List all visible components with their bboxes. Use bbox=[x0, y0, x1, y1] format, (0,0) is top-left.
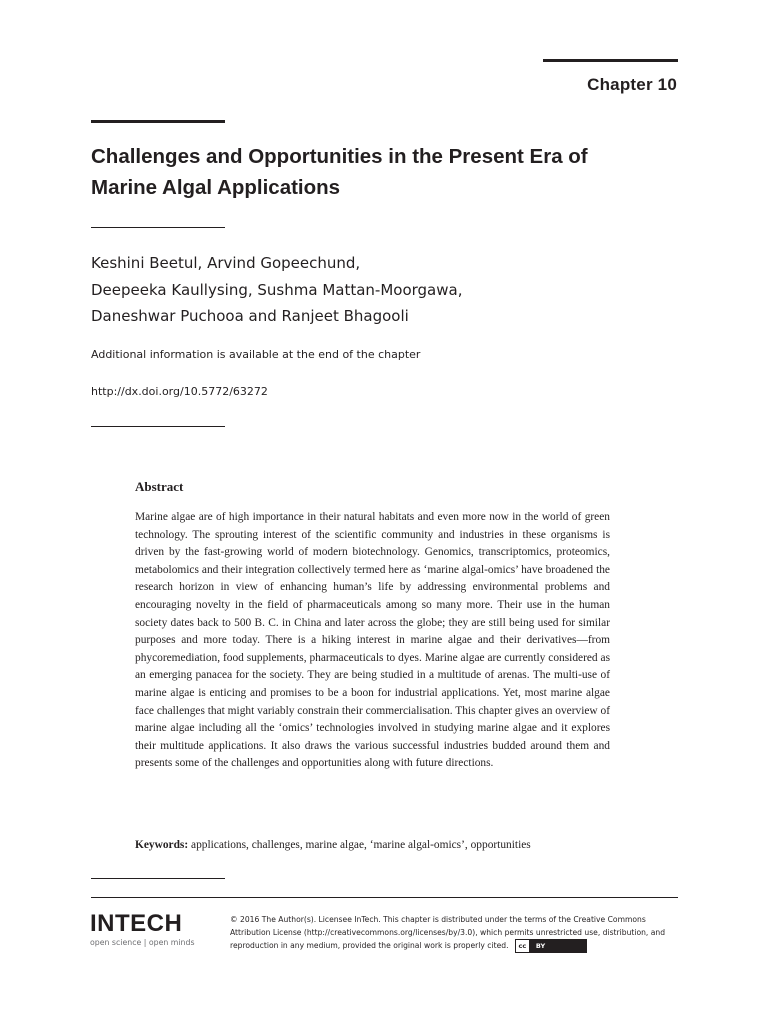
doi-link[interactable]: http://dx.doi.org/10.5772/63272 bbox=[91, 385, 268, 398]
additional-info: Additional information is available at the end of the chapter bbox=[91, 348, 421, 361]
chapter-title bbox=[91, 141, 691, 203]
cc-icon: cc bbox=[516, 940, 530, 952]
footer-short-rule bbox=[91, 878, 225, 879]
logo-wordmark: INTECH bbox=[90, 910, 183, 937]
author-line: Daneshwar Puchooa and Ranjeet Bhagooli bbox=[91, 307, 409, 325]
keywords-text: applications, challenges, marine algae, ‘marine algal-omics’, opportunities bbox=[191, 839, 531, 851]
logo-tagline: open science | open minds bbox=[90, 938, 195, 947]
title-line-1: Challenges and Opportunities in the Present Era of bbox=[91, 145, 588, 168]
cc-by-badge-icon[interactable] bbox=[515, 939, 587, 953]
info-bottom-rule bbox=[91, 426, 225, 427]
license-text: © 2016 The Author(s). Licensee InTech. This chapter is distributed under the terms of the Creative Commons Attribution License (http://creativecommons.org/licenses/by/3.0), which permits unrestricted use, distribution, and reproduction in any medium, provided the original work is properly cited. bbox=[230, 915, 666, 951]
author-line: Deepeeka Kaullysing, Sushma Mattan-Moorgawa, bbox=[91, 280, 463, 299]
chapter-label: Chapter 10 bbox=[587, 75, 677, 94]
license-notice bbox=[230, 913, 685, 953]
keywords-label: Keywords: bbox=[135, 839, 189, 851]
footer-long-rule bbox=[91, 897, 678, 898]
abstract-text: Marine algae are of high importance in their natural habitats and even more now in the world of green technology. The sprouting interest of the scientific community and industries in these organisms is driven by the fast-growing world of modern biotechnology. Genomics, transcriptomics, proteomics, metabolomics and their integration collectively termed here as ‘marine algal-omics’ have broadened the research horizon in view of enhancing human’s life by addressing environmental problems and encouraging novelty in the field of pharmaceuticals among so many more. Their use in the human society dates back to 500 B. C. in China and later across the globe; they are still being used for similar purposes and more today. There is a hiking interest in marine algae and their derivatives—from phycoremediation, food supplements, pharmaceuticals to dyes. Marine algae are currently considered as an emerging panacea for the society. They are being studied in a multitude of arenas. The multi-use of marine algae is enticing and promises to be a boon for industrial applications. Yet, most marine algae face challenges that might variably constrain their commercialisation. This chapter gives an overview of marine algae including all the ‘omics’ technologies involved in studying marine algae and it explores their multitude applications. It also draws the various successful industries budded around them and presents some of the challenges and opportunities along with future directions. bbox=[135, 511, 610, 770]
intech-logo bbox=[90, 911, 195, 947]
title-bottom-rule bbox=[91, 227, 225, 228]
abstract-heading: Abstract bbox=[135, 479, 184, 494]
by-icon: BY bbox=[530, 940, 586, 952]
author-list bbox=[91, 250, 651, 330]
title-line-2: Marine Algal Applications bbox=[91, 176, 341, 199]
keywords-line bbox=[135, 839, 655, 851]
author-line: Keshini Beetul, Arvind Gopeechund, bbox=[91, 254, 361, 272]
title-top-rule bbox=[91, 120, 225, 123]
chapter-rule bbox=[543, 59, 678, 62]
